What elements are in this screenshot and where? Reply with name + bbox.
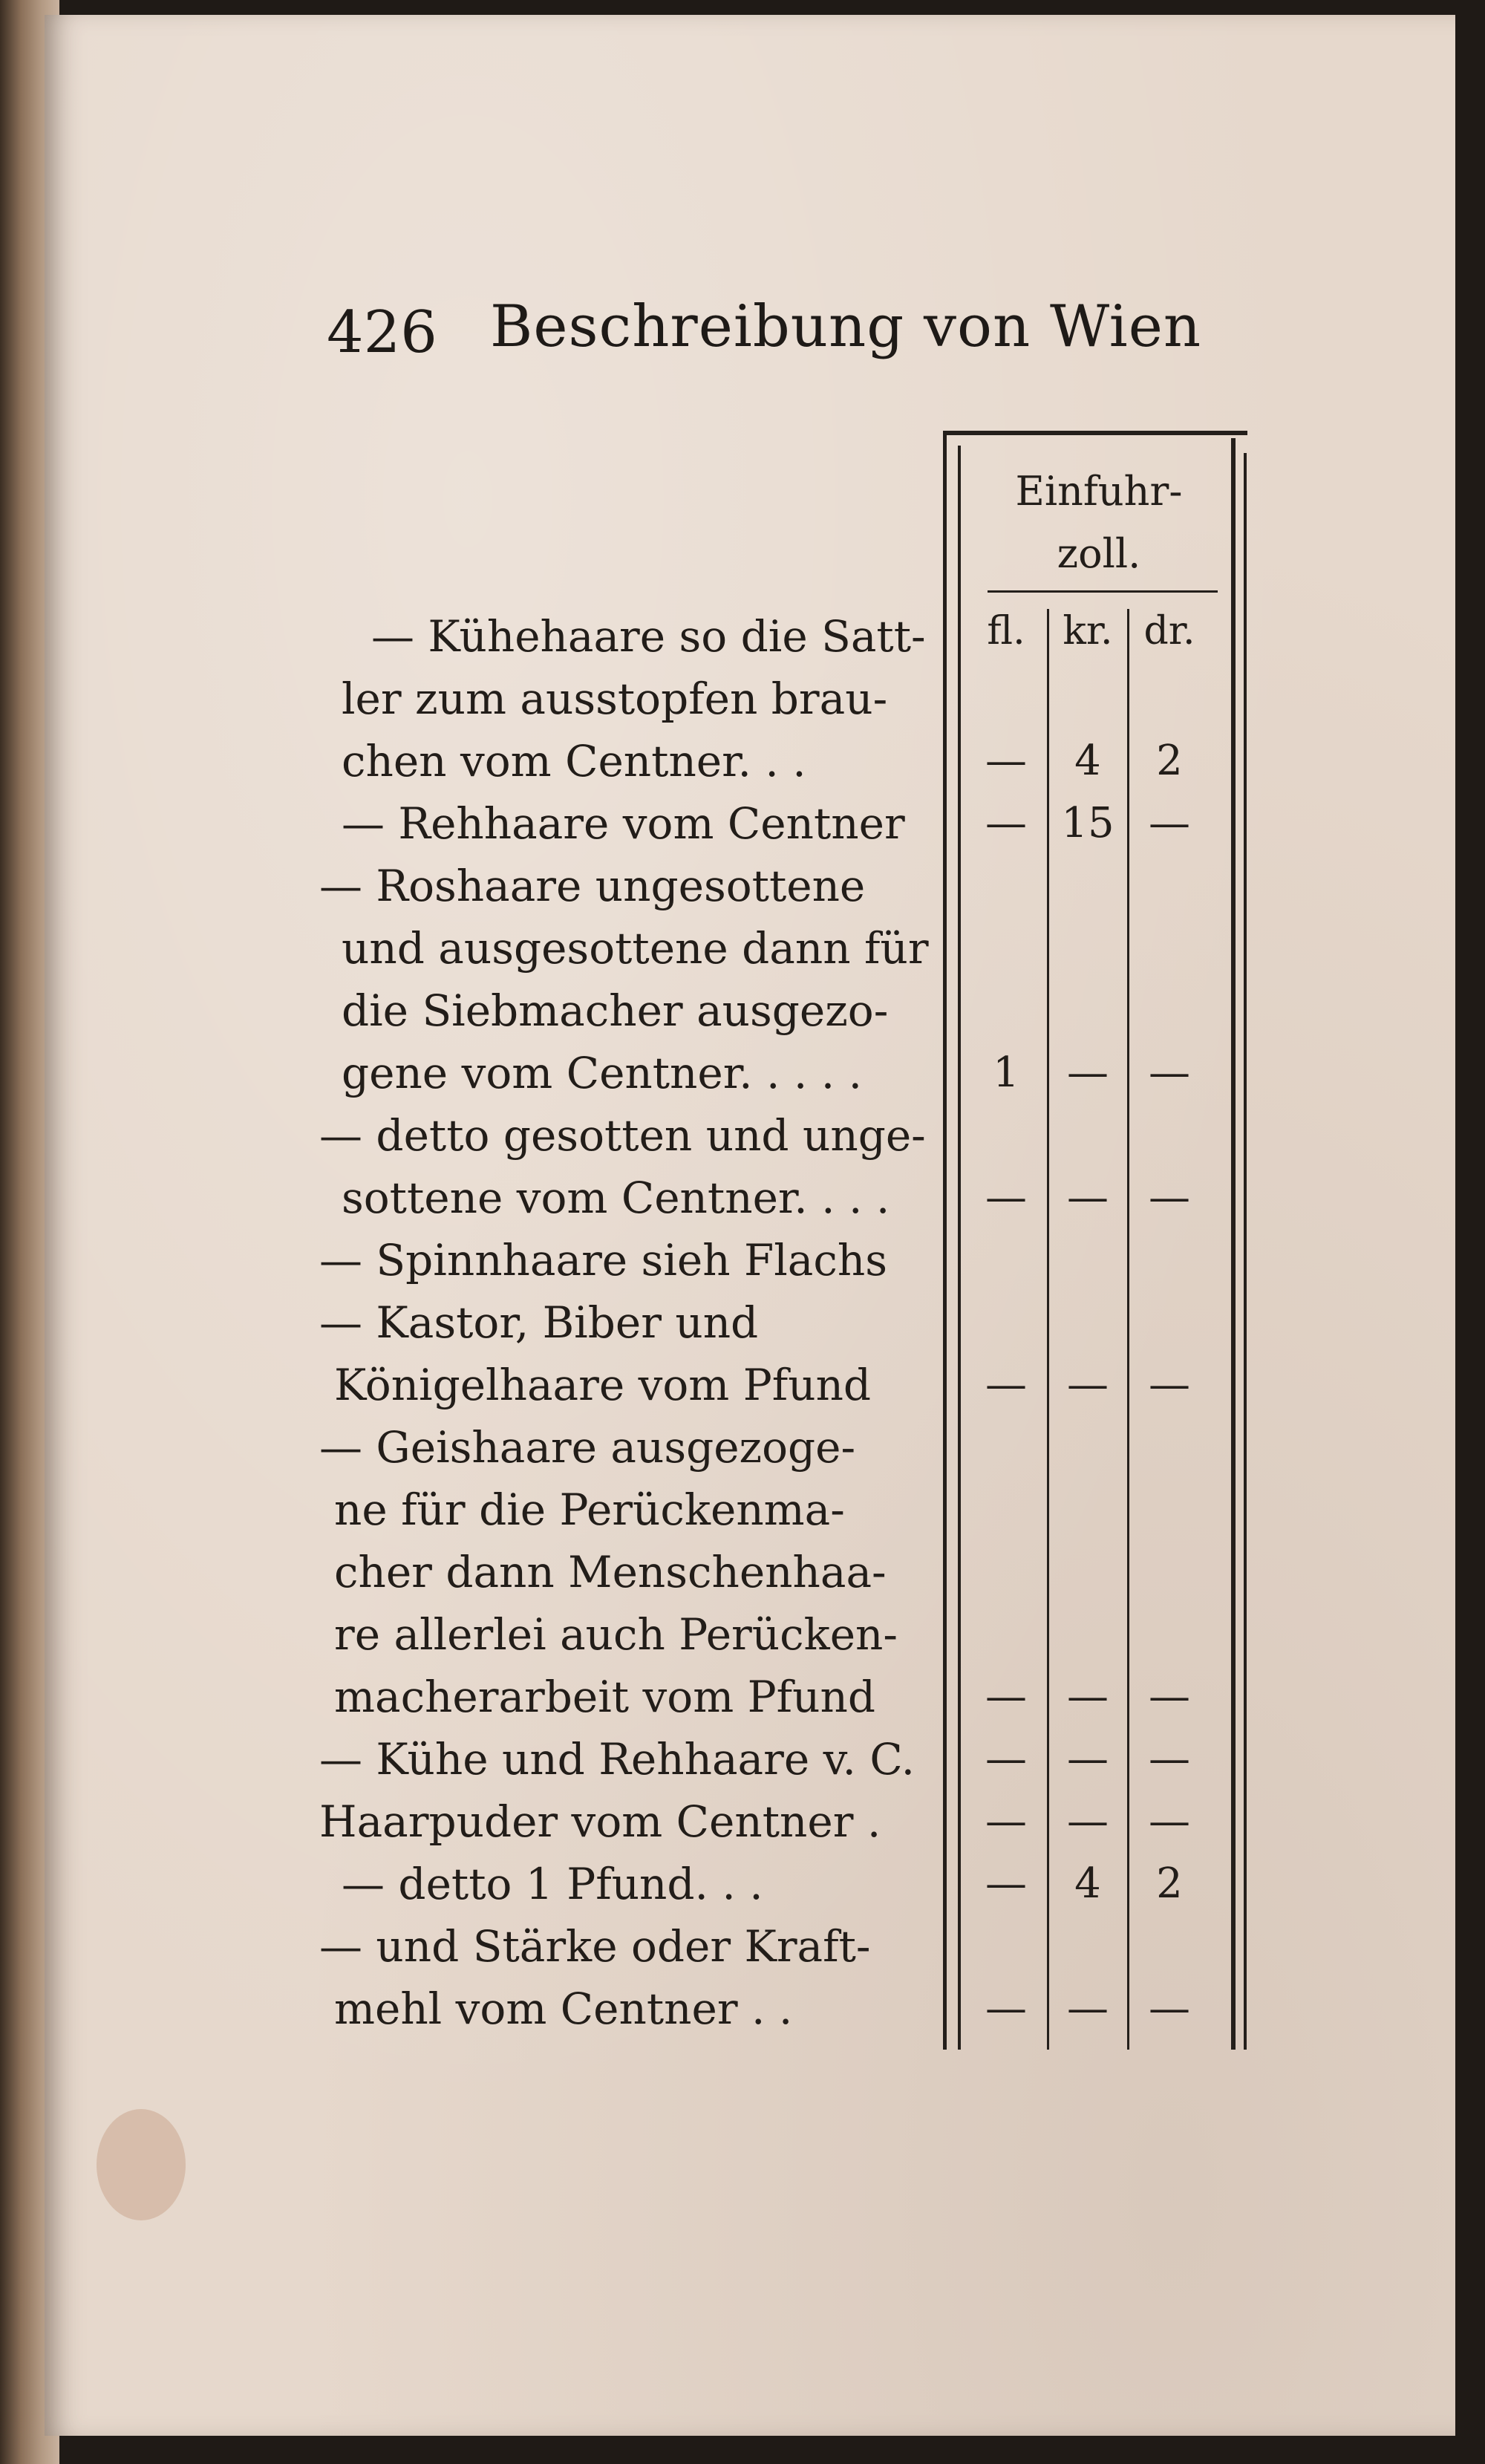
denar-cell: — (1149, 1049, 1190, 1097)
entry-line: Königelhaare vom Pfund (334, 1360, 872, 1410)
gulden-cell: — (985, 737, 1027, 785)
gulden-cell: — (985, 1797, 1027, 1845)
entry-line: cher dann Menschenhaa- (334, 1547, 887, 1597)
entry-line: ler zum ausstopfen brau- (342, 674, 888, 724)
table-right-inner-rule (1244, 453, 1247, 2050)
denar-cell: — (1149, 1173, 1190, 1222)
entry-line: Haarpuder vom Centner . (319, 1796, 881, 1847)
gulden-cell: — (985, 1672, 1027, 1721)
entry-line: — detto 1 Pfund. . . (342, 1859, 763, 1909)
kreuzer-cell: — (1067, 1049, 1109, 1097)
page-number: 426 (327, 299, 437, 366)
denar-cell: 2 (1156, 737, 1183, 785)
gulden-cell: — (985, 1173, 1027, 1222)
table-left-inner-rule (958, 446, 961, 2050)
entry-line: mehl vom Centner . . (334, 1984, 793, 2034)
entry-line: — Kühe und Rehhaare v. C. (319, 1734, 916, 1785)
entry-line: — Spinnhaare sieh Flachs (319, 1235, 887, 1285)
entry-line: gene vom Centner. . . . . (342, 1048, 863, 1098)
head-label-line-2: zoll. (1057, 530, 1141, 577)
entry-line: — Kühehaare so die Satt- (371, 611, 926, 662)
denar-cell: 2 (1156, 1860, 1183, 1908)
entry-line: — Geishaare ausgezoge- (319, 1422, 856, 1473)
gulden-cell: — (985, 1984, 1027, 2033)
head-label-line-1: Einfuhr- (1015, 468, 1183, 515)
gulden-cell: 1 (993, 1049, 1019, 1097)
denar-cell: — (1149, 799, 1190, 847)
kreuzer-cell: — (1067, 1735, 1109, 1783)
denar-cell: — (1149, 1735, 1190, 1783)
unit-kreuzer: kr. (1063, 609, 1113, 654)
gulden-cell: — (985, 1735, 1027, 1783)
entry-line: die Siebmacher ausgezo- (342, 985, 889, 1036)
entry-line: ne für die Perückenma- (334, 1484, 845, 1535)
entry-line: — detto gesotten und unge- (319, 1110, 926, 1161)
kreuzer-cell: 4 (1074, 1860, 1101, 1908)
kreuzer-cell: — (1067, 1360, 1109, 1409)
denar-cell: — (1149, 1984, 1190, 2033)
entry-text-column (319, 605, 936, 2040)
entry-line: — und Stärke oder Kraft- (319, 1921, 871, 1972)
entry-line: und ausgesottene dann für (342, 923, 929, 974)
paper-stain (97, 2109, 186, 2220)
kreuzer-cell: 15 (1061, 799, 1114, 847)
entry-line: — Kastor, Biber und (319, 1297, 759, 1348)
table-head-rule (988, 590, 1218, 593)
table-top-rule (943, 431, 1247, 435)
denar-cell: — (1149, 1797, 1190, 1845)
kreuzer-cell: — (1067, 1672, 1109, 1721)
entry-line: sottene vom Centner. . . . (342, 1173, 890, 1223)
table-head-label (973, 460, 1225, 585)
denar-cell: — (1149, 1672, 1190, 1721)
entry-line: — Roshaare ungesottene (319, 861, 866, 911)
kreuzer-cell: — (1067, 1173, 1109, 1222)
kreuzer-cell: — (1067, 1984, 1109, 2033)
table-left-rule (943, 431, 947, 2050)
gulden-cell: — (985, 1360, 1027, 1409)
import-duty-table (943, 431, 1247, 2050)
kreuzer-cell: — (1067, 1797, 1109, 1845)
entry-line: — Rehhaare vom Centner (342, 798, 905, 849)
kreuzer-cell: 4 (1074, 737, 1101, 785)
table-right-rule (1231, 438, 1236, 2050)
running-title: Beschreibung von Wien (490, 293, 1202, 360)
entry-line: macherarbeit vom Pfund (334, 1672, 875, 1722)
gulden-cell: — (985, 1860, 1027, 1908)
gulden-cell: — (985, 799, 1027, 847)
entry-line: re allerlei auch Perücken- (334, 1609, 898, 1660)
denar-cell: — (1149, 1360, 1190, 1409)
entry-line: chen vom Centner. . . (342, 736, 806, 786)
unit-gulden: fl. (987, 609, 1025, 654)
page-header (327, 293, 1218, 375)
unit-denar: dr. (1143, 609, 1195, 654)
